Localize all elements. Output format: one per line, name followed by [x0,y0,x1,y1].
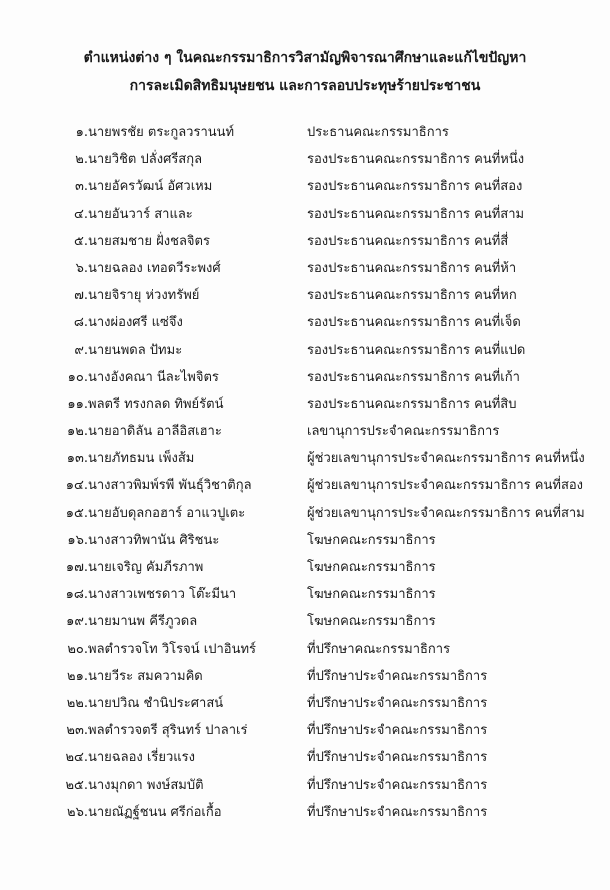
list-item [0,581,610,608]
member-number: ๑๗. [65,560,88,575]
member-number: ๑๓. [66,451,88,467]
member-number: ๒๓. [66,723,88,739]
list-item [0,337,610,364]
member-number: ๑๔. [65,478,88,494]
list-item [0,690,610,717]
member-position: ที่ปรึกษาประจำคณะกรรมาธิการ [307,804,488,820]
member-name: นายวีระ สมความคิด [88,668,203,684]
member-number: ๔. [74,206,88,222]
member-name: นายจิรายุ ห่วงทรัพย์ [88,288,200,304]
member-position: รองประธานคณะกรรมาธิการ คนที่หก [307,288,517,304]
member-number: ๒๒. [66,695,88,711]
member-number: ๒๔. [65,750,88,766]
document-title-line-2: การละเมิดสิทธิมนุษยชน และการลอบประทุษร้ายประชาชน [129,78,481,94]
member-name: นายอันวาร์ สาและ [88,206,193,222]
list-item [0,364,610,391]
member-number: ๒๖. [67,804,88,820]
member-name: พลตำรวจโท วิโรจน์ เปาอินทร์ [88,641,257,657]
member-name: นายณัฏฐ์ชนน ศรีก่อเกื้อ [88,804,222,820]
list-item [0,255,610,282]
member-position: ผู้ช่วยเลขานุการประจำคณะกรรมาธิการ คนที่หนึ่ง [307,451,585,467]
member-name: นายอัครวัฒน์ อัศวเหม [88,179,213,195]
member-name: นางสาวพิมพ์รพี พันธุ์วิชาติกุล [88,478,252,494]
list-item [0,201,610,228]
list-item [0,636,610,663]
member-name: นายวิชิต ปลั่งศรีสกุล [88,152,203,168]
member-position: ที่ปรึกษาประจำคณะกรรมาธิการ [307,723,488,739]
member-number: ๒๑. [67,668,88,684]
member-position: ผู้ช่วยเลขานุการประจำคณะกรรมาธิการ คนที่สอง [307,478,584,494]
member-position: รองประธานคณะกรรมาธิการ คนที่ห้า [307,260,517,276]
member-number: ๒๐. [67,641,88,657]
member-name: นางอังคณา นีละไพจิตร [88,369,219,385]
list-item [0,472,610,499]
member-number: ๖. [75,260,88,276]
member-position: ผู้ช่วยเลขานุการประจำคณะกรรมาธิการ คนที่สาม [307,505,585,521]
member-position: ที่ปรึกษาประจำคณะกรรมาธิการ [307,750,488,766]
member-number: ๑๑. [67,396,88,412]
list-item [0,418,610,445]
member-position: รองประธานคณะกรรมาธิการ คนที่เจ็ด [307,315,521,331]
member-position: โฆษกคณะกรรมาธิการ [307,587,436,603]
member-number: ๑๘. [65,587,88,603]
member-number: ๑๕. [65,505,88,521]
member-name: นางผ่องศรี แซ่จึง [88,315,183,331]
member-number: ๑. [75,125,88,140]
member-position: โฆษกคณะกรรมาธิการ [307,532,436,548]
member-name: นายพรชัย ตระกูลวรานนท์ [88,125,235,140]
member-name: นายภัทธมน เพ็งส้ม [88,451,195,467]
member-name: พลตำรวจตรี สุรินทร์ ปาลาเร่ [88,723,248,739]
list-item [0,717,610,744]
member-name: พลตรี ทรงกลด ทิพย์รัตน์ [88,396,224,412]
list-item [0,391,610,418]
member-position: รองประธานคณะกรรมาธิการ คนที่สี่ [307,233,509,249]
member-number: ๑๙. [66,614,88,630]
member-position: รองประธานคณะกรรมาธิการ คนที่หนึ่ง [307,152,525,168]
member-name: นายฉลอง เทอดวีระพงศ์ [88,260,221,276]
member-position: โฆษกคณะกรรมาธิการ [307,560,436,575]
member-name: นายฉลอง เรี่ยวแรง [88,750,195,766]
member-position: โฆษกคณะกรรมาธิการ [307,614,436,630]
document-title-line-1: ตำแหน่งต่าง ๆ ในคณะกรรมาธิการวิสามัญพิจารณาศึกษาและแก้ไขปัญหา [83,50,527,66]
member-number: ๑๒. [67,424,88,440]
member-number: ๕. [74,233,88,249]
member-position: รองประธานคณะกรรมาธิการ คนที่สิบ [307,396,517,412]
list-item [0,772,610,799]
member-name: นางสาวเพชรดาว โต๊ะมีนา [88,587,237,603]
list-item [0,744,610,771]
member-position: ที่ปรึกษาประจำคณะกรรมาธิการ [307,668,488,684]
member-number: ๑๖. [67,532,88,548]
member-name: นายสมชาย ฝั่งชลจิตร [88,233,210,249]
member-name: นางมุกดา พงษ์สมบัติ [88,777,204,793]
member-number: ๓. [74,179,88,195]
member-name: นายเจริญ คัมภีรภาพ [88,560,204,575]
list-item [0,173,610,200]
member-number: ๑๐. [67,369,88,385]
list-item [0,228,610,255]
member-number: ๙. [74,342,88,358]
list-item [0,527,610,554]
member-position: เลขานุการประจำคณะกรรมาธิการ [307,424,500,440]
member-position: รองประธานคณะกรรมาธิการ คนที่สอง [307,179,523,195]
member-position: รองประธานคณะกรรมาธิการ คนที่สาม [307,206,525,222]
member-number: ๘. [73,315,88,331]
member-position: รองประธานคณะกรรมาธิการ คนที่เก้า [307,369,520,385]
list-item [0,119,610,146]
member-number: ๒. [75,152,88,168]
list-item [0,282,610,309]
member-name: นายอับดุลกอฮาร์ อาแวปูเตะ [88,505,246,521]
member-position: ที่ปรึกษาคณะกรรมาธิการ [307,641,451,657]
member-position: รองประธานคณะกรรมาธิการ คนที่แปด [307,342,526,358]
member-name: นายอาดิลัน อาลีอิสเฮาะ [88,424,222,440]
list-item [0,554,610,581]
member-position: ที่ปรึกษาประจำคณะกรรมาธิการ [307,777,488,793]
member-name: นางสาวทิพานัน ศิริชนะ [88,532,220,548]
member-name: นายนพดล ปัทมะ [88,342,183,358]
member-name: นายปวิณ ชำนิประศาสน์ [88,695,224,711]
list-item [0,445,610,472]
list-item [0,608,610,635]
member-position: ประธานคณะกรรมาธิการ [307,125,449,140]
member-number: ๒๕. [65,777,88,793]
list-item [0,799,610,826]
member-number: ๗. [74,288,88,304]
member-name: นายมานพ คีรีภูวดล [88,614,198,630]
list-item [0,309,610,336]
list-item [0,663,610,690]
list-item [0,500,610,527]
member-position: ที่ปรึกษาประจำคณะกรรมาธิการ [307,695,488,711]
list-item [0,146,610,173]
member-list [0,119,610,826]
